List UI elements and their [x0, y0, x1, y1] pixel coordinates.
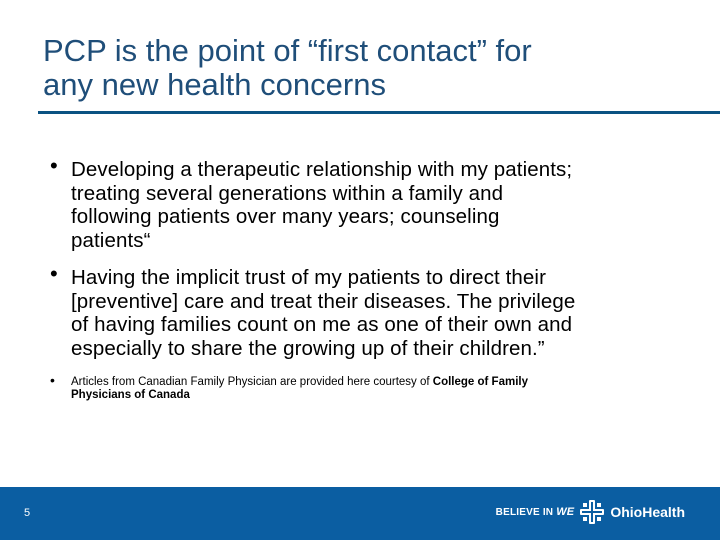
citation-line — [71, 376, 528, 389]
slide-title — [43, 34, 703, 102]
ohiohealth-cross-icon — [579, 499, 605, 525]
bullet-dot-icon: • — [50, 261, 58, 286]
ohiohealth-logo — [496, 497, 685, 527]
slide-title-line: any new health concerns — [43, 67, 386, 102]
citation-prefix: Articles from Canadian Family Physician are provided here courtesy of — [71, 376, 433, 388]
bullet-dot-icon: • — [50, 372, 55, 388]
bullet-dot-icon: • — [50, 153, 58, 178]
bullet-text — [71, 158, 572, 252]
citation-publisher: College of Family — [432, 376, 528, 388]
page-number: 5 — [24, 507, 31, 519]
title-divider — [38, 111, 720, 114]
citation-publisher-cont: Physicians of Canada — [71, 389, 190, 401]
tagline-prefix: BELIEVE IN — [495, 507, 557, 518]
bullet-line: Having the implicit trust of my patients to direct their — [71, 266, 547, 289]
tagline-we: WE — [556, 506, 575, 518]
citation-text — [71, 376, 528, 402]
slide-title-line: PCP is the point of “first contact” for — [43, 33, 532, 68]
brand-tagline — [496, 506, 575, 518]
bullet-line: following patients over many years; counseling — [71, 205, 500, 228]
bullet-line: of having families count on me as one of their own and — [71, 313, 573, 336]
bullet-line: [preventive] care and treat their diseases. The privilege — [71, 289, 576, 313]
footer-bar — [0, 487, 720, 540]
bullet-text — [71, 266, 575, 360]
bullet-line: treating several generations within a family and — [71, 181, 504, 205]
bullet-line: patients“ — [71, 228, 151, 252]
brand-wordmark: OhioHealth — [610, 504, 685, 520]
bullet-line: especially to share the growing up of their children.” — [71, 336, 545, 360]
bullet-line: Developing a therapeutic relationship with my patients; — [71, 158, 573, 181]
